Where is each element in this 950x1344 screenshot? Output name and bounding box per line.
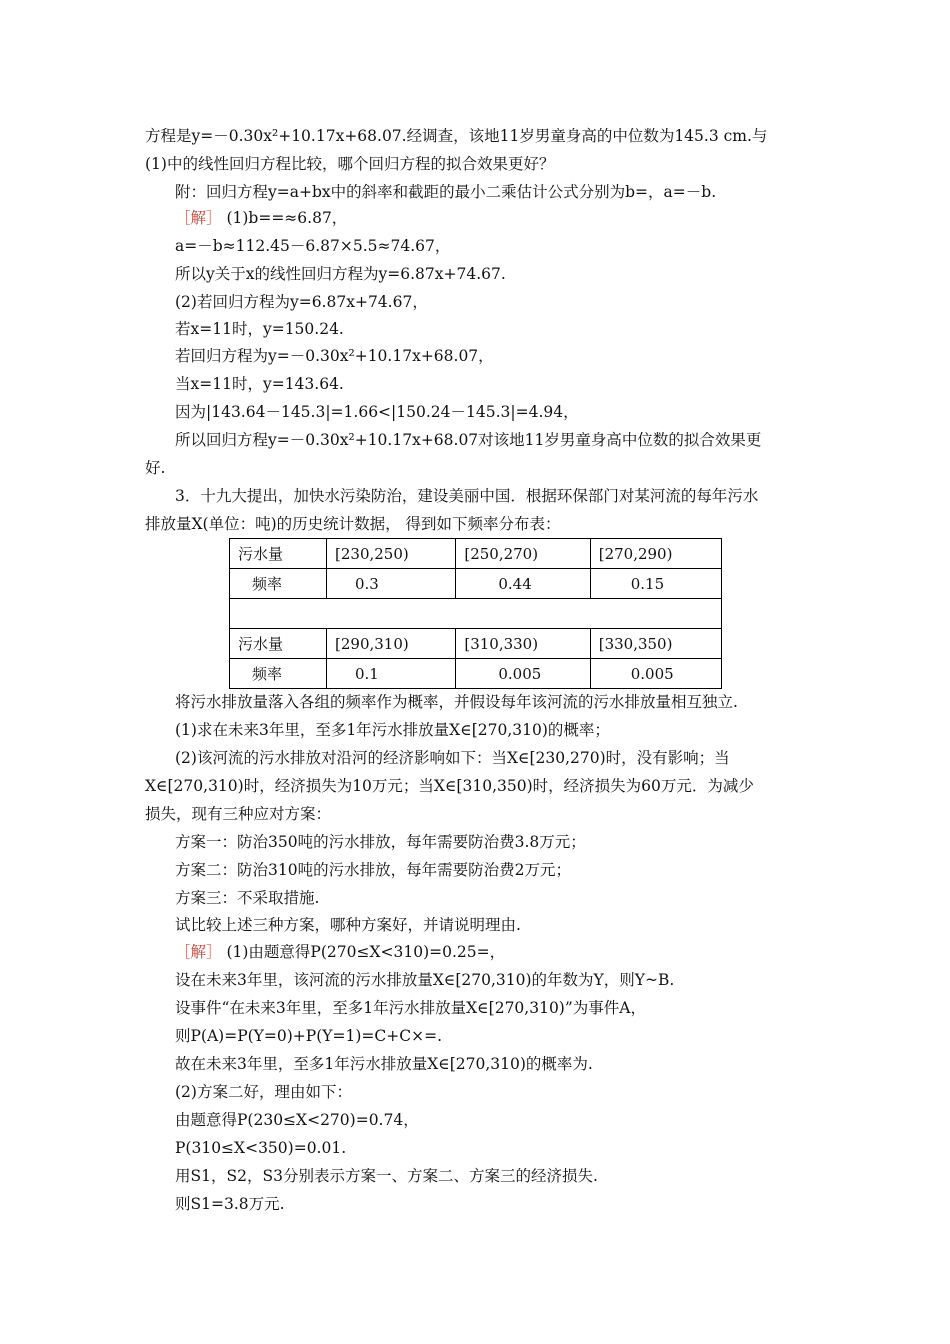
text-line: 则S1=3.8万元.: [175, 1195, 285, 1213]
solution-line: [175, 208, 347, 228]
text-line: 若x=11时，y=150.24.: [175, 320, 344, 338]
text-line: (2)该河流的污水排放对沿河的经济影响如下：当X∈[230,270)时，没有影响；当: [175, 749, 730, 767]
text-line: (1)求在未来3年里，至多1年污水排放量X∈[270,310)的概率；: [175, 721, 610, 739]
text-line: 设在未来3年里，该河流的污水排放量X∈[270,310)的年数为Y，则Y~B.: [175, 971, 675, 989]
text-line: 当x=11时，y=143.64.: [175, 375, 344, 393]
table-row: [230, 539, 722, 569]
text-line: 3．十九大提出，加快水污染防治，建设美丽中国．根据环保部门对某河流的每年污水: [175, 487, 759, 505]
table-cell: [330,350): [590, 629, 721, 659]
text-line: 则P(A)=P(Y=0)+P(Y=1)=C+C×=.: [175, 1027, 442, 1045]
text-line: 由题意得P(230≤X<270)=0.74，: [175, 1111, 419, 1129]
table-cell: [250,270): [456, 539, 590, 569]
table-cell: [270,290): [590, 539, 721, 569]
table-row: [230, 629, 722, 659]
table-cell: 污水量: [230, 539, 327, 569]
text-line: (1)中的线性回归方程比较，哪个回归方程的拟合效果更好？: [145, 155, 555, 173]
text-line: 附：回归方程y=a+bx中的斜率和截距的最小二乘估计公式分别为b=，a=－b.: [175, 183, 717, 201]
text-line: X∈[270,310)时，经济损失为10万元；当X∈[310,350)时，经济损失为60万元．为减少: [145, 777, 754, 795]
solution-tag: ［解］: [175, 943, 222, 961]
table-cell: 0.44: [456, 569, 590, 599]
text-line: 所以回归方程y=－0.30x²+10.17x+68.07对该地11岁男童身高中位数的拟合效果更: [175, 431, 762, 449]
solution-tag: ［解］: [175, 209, 222, 227]
text-line: 方案一：防治350吨的污水排放，每年需要防治费3.8万元；: [175, 833, 586, 851]
text-line: 因为|143.64－145.3|=1.66<|150.24－145.3|=4.94，: [175, 403, 579, 421]
text-line: (2)若回归方程为y=6.87x+74.67，: [175, 293, 428, 311]
table-cell: 0.1: [327, 659, 456, 689]
text-line: 排放量X(单位：吨)的历史统计数据， 得到如下频率分布表：: [145, 515, 561, 533]
table-cell: [310,330): [456, 629, 590, 659]
table-cell: 0.3: [327, 569, 456, 599]
text-line: 若回归方程为y=－0.30x²+10.17x+68.07，: [175, 347, 494, 365]
text-line: 所以y关于x的线性回归方程为y=6.87x+74.67.: [175, 265, 506, 283]
table-row: [230, 659, 722, 689]
text-line: 损失，现有三种应对方案：: [145, 805, 332, 823]
text-span: (1)由题意得P(270≤X<310)=0.25=，: [226, 943, 506, 961]
table-row: [230, 599, 722, 629]
text-span: (1)b==≈6.87，: [226, 209, 348, 227]
table-row: [230, 569, 722, 599]
table-spacer-cell: [230, 599, 722, 629]
text-line: P(310≤X<350)=0.01.: [175, 1139, 347, 1157]
table-cell: [290,310): [327, 629, 456, 659]
table-cell: [230,250): [327, 539, 456, 569]
text-line: a=－b≈112.45－6.87×5.5≈74.67，: [175, 237, 451, 255]
text-line: (2)方案二好，理由如下：: [175, 1083, 352, 1101]
text-line: 故在未来3年里，至多1年污水排放量X∈[270,310)的概率为.: [175, 1055, 593, 1073]
text-line: 方程是y=－0.30x²+10.17x+68.07.经调查，该地11岁男童身高的中位数为145.3 cm.与: [145, 127, 768, 145]
table-cell: 频率: [230, 569, 327, 599]
text-line: 将污水排放量落入各组的频率作为概率，并假设每年该河流的污水排放量相互独立.: [175, 693, 738, 711]
solution-line: [175, 942, 505, 962]
text-line: 设事件“在未来3年里，至多1年污水排放量X∈[270,310)”为事件A，: [175, 999, 646, 1017]
text-line: 方案二：防治310吨的污水排放，每年需要防治费2万元；: [175, 861, 571, 879]
frequency-table: [229, 538, 722, 689]
text-line: 好.: [145, 459, 166, 477]
text-line: 试比较上述三种方案，哪种方案好，并请说明理由.: [175, 916, 521, 934]
table-cell: 0.005: [590, 659, 721, 689]
table-cell: 0.005: [456, 659, 590, 689]
text-line: 用S1，S2，S3分别表示方案一、方案二、方案三的经济损失.: [175, 1167, 598, 1185]
table-cell: 频率: [230, 659, 327, 689]
table-cell: 0.15: [590, 569, 721, 599]
text-line: 方案三：不采取措施.: [175, 889, 320, 907]
table-cell: 污水量: [230, 629, 327, 659]
